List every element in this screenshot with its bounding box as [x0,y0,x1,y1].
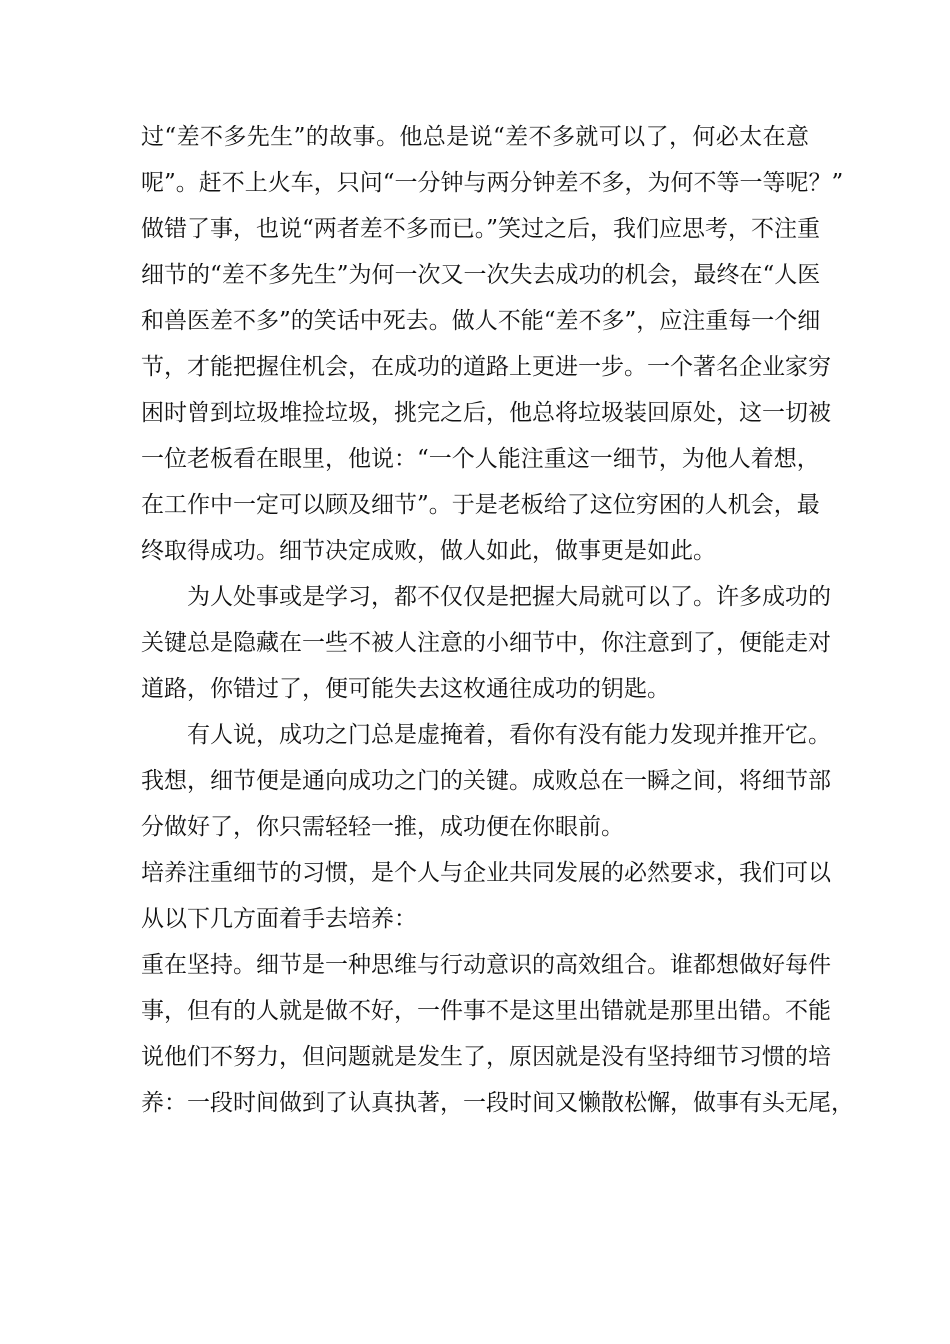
text-line: 细节的“差不多先生”为何一次又一次失去成功的机会，最终在“人医 [141,262,821,288]
text-line: 和兽医差不多”的笑话中死去。做人不能“差不多”，应注重每一个细 [141,308,821,334]
text-line: 养：一段时间做到了认真执著，一段时间又懒散松懈，做事有头无尾， [141,1090,854,1116]
text-line: 为人处事或是学习，都不仅仅是把握大局就可以了。许多成功的 [187,584,831,610]
text-line: 呢”。赶不上火车，只问“一分钟与两分钟差不多，为何不等一等呢？” [141,170,844,196]
text-line: 说他们不努力，但问题就是发生了，原因就是没有坚持细节习惯的培 [141,1044,831,1070]
text-line: 培养注重细节的习惯，是个人与企业共同发展的必然要求，我们可以 [141,860,831,886]
text-line: 过“差不多先生”的故事。他总是说“差不多就可以了，何必太在意 [141,124,809,150]
text-line: 节，才能把握住机会，在成功的道路上更进一步。一个著名企业家穷 [141,354,831,380]
text-line: 一位老板看在眼里，他说：“一个人能注重这一细节，为他人着想， [141,446,820,472]
text-line: 终取得成功。细节决定成败，做人如此，做事更是如此。 [141,538,716,564]
text-line: 有人说，成功之门总是虚掩着，看你有没有能力发现并推开它。 [187,722,831,748]
text-line: 关键总是隐藏在一些不被人注意的小细节中，你注意到了，便能走对 [141,630,831,656]
text-line: 在工作中一定可以顾及细节”。于是老板给了这位穷困的人机会，最 [141,492,820,518]
text-line: 困时曾到垃圾堆捡垃圾，挑完之后，他总将垃圾装回原处，这一切被 [141,400,831,426]
text-line: 分做好了，你只需轻轻一推，成功便在你眼前。 [141,814,624,840]
text-line: 重在坚持。细节是一种思维与行动意识的高效组合。谁都想做好每件 [141,952,831,978]
text-line: 做错了事，也说“两者差不多而已。”笑过之后，我们应思考，不注重 [141,216,821,242]
text-line: 我想，细节便是通向成功之门的关键。成败总在一瞬之间，将细节部 [141,768,831,794]
text-line: 事，但有的人就是做不好，一件事不是这里出错就是那里出错。不能 [141,998,831,1024]
body-text [141,114,854,1126]
text-line: 道路，你错过了，便可能失去这枚通往成功的钥匙。 [141,676,670,702]
text-line: 从以下几方面着手去培养： [141,906,417,932]
